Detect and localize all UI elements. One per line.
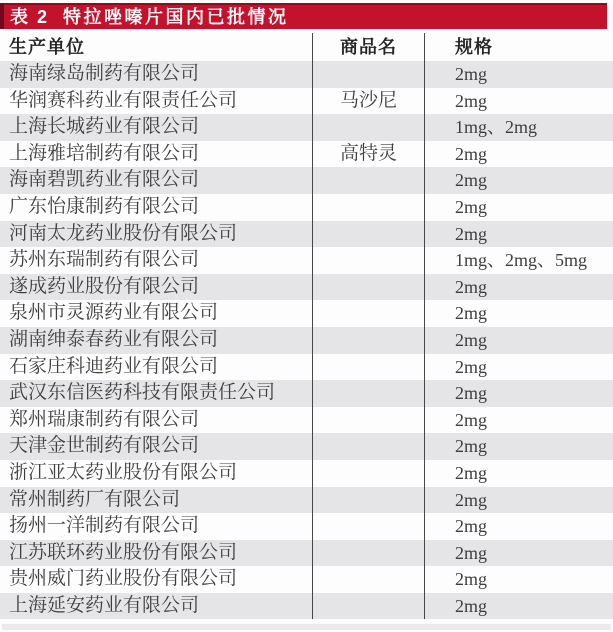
brand-cell <box>312 540 425 567</box>
brand-cell <box>312 300 425 327</box>
company-cell: 湖南绅泰春药业有限公司 <box>9 328 219 350</box>
brand-cell <box>312 274 425 301</box>
brand-cell: 马沙尼 <box>312 88 425 115</box>
table-body <box>0 61 613 619</box>
spec-cell: 1mg、2mg、5mg <box>455 250 588 271</box>
brand-cell <box>312 221 425 248</box>
company-cell: 海南绿岛制药有限公司 <box>9 63 200 84</box>
company-cell: 泉州市灵源药业有限公司 <box>9 302 219 324</box>
brand-cell <box>312 566 425 593</box>
company-cell: 遂成药业股份有限公司 <box>9 275 200 297</box>
spec-cell: 2mg <box>455 196 488 217</box>
spec-cell: 2mg <box>455 223 488 244</box>
table-row <box>0 327 613 354</box>
spec-cell: 2mg <box>455 303 488 324</box>
spec-cell: 2mg <box>455 90 488 111</box>
company-cell: 河南太龙药业股份有限公司 <box>9 222 238 244</box>
spec-cell: 2mg <box>455 356 488 377</box>
company-cell: 苏州东瑞制药有限公司 <box>9 249 200 271</box>
table-row <box>0 566 613 593</box>
table-row <box>0 460 613 487</box>
brand-cell <box>312 167 425 194</box>
table-row <box>0 540 613 567</box>
table-row <box>0 141 613 168</box>
brand-cell <box>312 593 425 620</box>
brand-cell <box>312 460 425 487</box>
spec-cell: 2mg <box>455 436 488 457</box>
table-row <box>0 88 613 115</box>
company-cell: 广东怡康制药有限公司 <box>9 195 200 217</box>
table-row <box>0 380 613 407</box>
column-header-spec: 规格 <box>455 37 493 57</box>
company-cell: 郑州瑞康制药有限公司 <box>9 408 200 430</box>
brand-cell <box>312 354 425 381</box>
table-row <box>0 433 613 460</box>
company-cell: 江苏联环药业股份有限公司 <box>9 541 238 563</box>
brand-cell <box>312 114 425 141</box>
table-row <box>0 354 613 381</box>
spec-cell: 2mg <box>455 383 488 404</box>
spec-cell: 2mg <box>455 489 488 510</box>
company-cell: 贵州威门药业股份有限公司 <box>9 568 238 590</box>
company-cell: 海南碧凯药业有限公司 <box>9 169 200 191</box>
brand-cell <box>312 247 425 274</box>
company-cell: 武汉东信医药科技有限责任公司 <box>9 382 276 404</box>
brand-cell <box>312 380 425 407</box>
brand-cell <box>312 407 425 434</box>
company-cell: 上海长城药业有限公司 <box>9 116 200 138</box>
spec-cell: 2mg <box>455 409 488 430</box>
table-row <box>0 487 613 514</box>
table-row <box>0 593 613 620</box>
table-row <box>0 221 613 248</box>
brand-cell <box>312 487 425 514</box>
spec-cell: 2mg <box>455 143 488 164</box>
table-row <box>0 247 613 274</box>
table-row <box>0 114 613 141</box>
brand-cell <box>312 61 425 88</box>
table-title-bar <box>0 3 607 29</box>
table-number-label: 表 2 <box>10 7 50 27</box>
company-cell: 天津金世制药有限公司 <box>9 435 200 457</box>
brand-cell <box>312 327 425 354</box>
table-row <box>0 300 613 327</box>
spec-cell: 1mg、2mg <box>455 117 538 138</box>
table-header-row <box>0 33 613 61</box>
brand-cell <box>312 433 425 460</box>
table-row <box>0 513 613 540</box>
company-cell: 扬州一洋制药有限公司 <box>9 515 200 537</box>
company-cell: 上海延安药业有限公司 <box>9 594 200 616</box>
company-cell: 常州制药厂有限公司 <box>9 488 181 510</box>
spec-cell: 2mg <box>455 329 488 350</box>
table-row <box>0 274 613 301</box>
column-header-company: 生产单位 <box>9 37 85 57</box>
spec-cell: 2mg <box>455 462 488 483</box>
company-cell: 浙江亚太药业股份有限公司 <box>9 461 238 483</box>
company-cell: 上海雅培制药有限公司 <box>9 142 200 164</box>
table-row <box>0 61 613 88</box>
company-cell: 华润赛科药业有限责任公司 <box>9 89 238 111</box>
approved-products-table <box>0 33 613 619</box>
brand-cell: 高特灵 <box>312 141 425 168</box>
spec-cell: 2mg <box>455 569 488 590</box>
column-header-brand: 商品名 <box>312 33 425 61</box>
spec-cell: 2mg <box>455 170 488 191</box>
spec-cell: 2mg <box>455 516 488 537</box>
title-bar-left-edge <box>0 3 4 29</box>
spec-cell: 2mg <box>455 595 488 616</box>
spec-cell: 2mg <box>455 64 488 84</box>
brand-cell <box>312 194 425 221</box>
company-cell: 石家庄科迪药业有限公司 <box>9 355 219 377</box>
table-row <box>0 167 613 194</box>
table-row <box>0 407 613 434</box>
table-row <box>0 194 613 221</box>
spec-cell: 2mg <box>455 542 488 563</box>
bottom-edge-strip <box>2 624 611 630</box>
table-title: 特拉唑嗪片国内已批情况 <box>63 7 289 27</box>
brand-cell <box>312 513 425 540</box>
spec-cell: 2mg <box>455 276 488 297</box>
